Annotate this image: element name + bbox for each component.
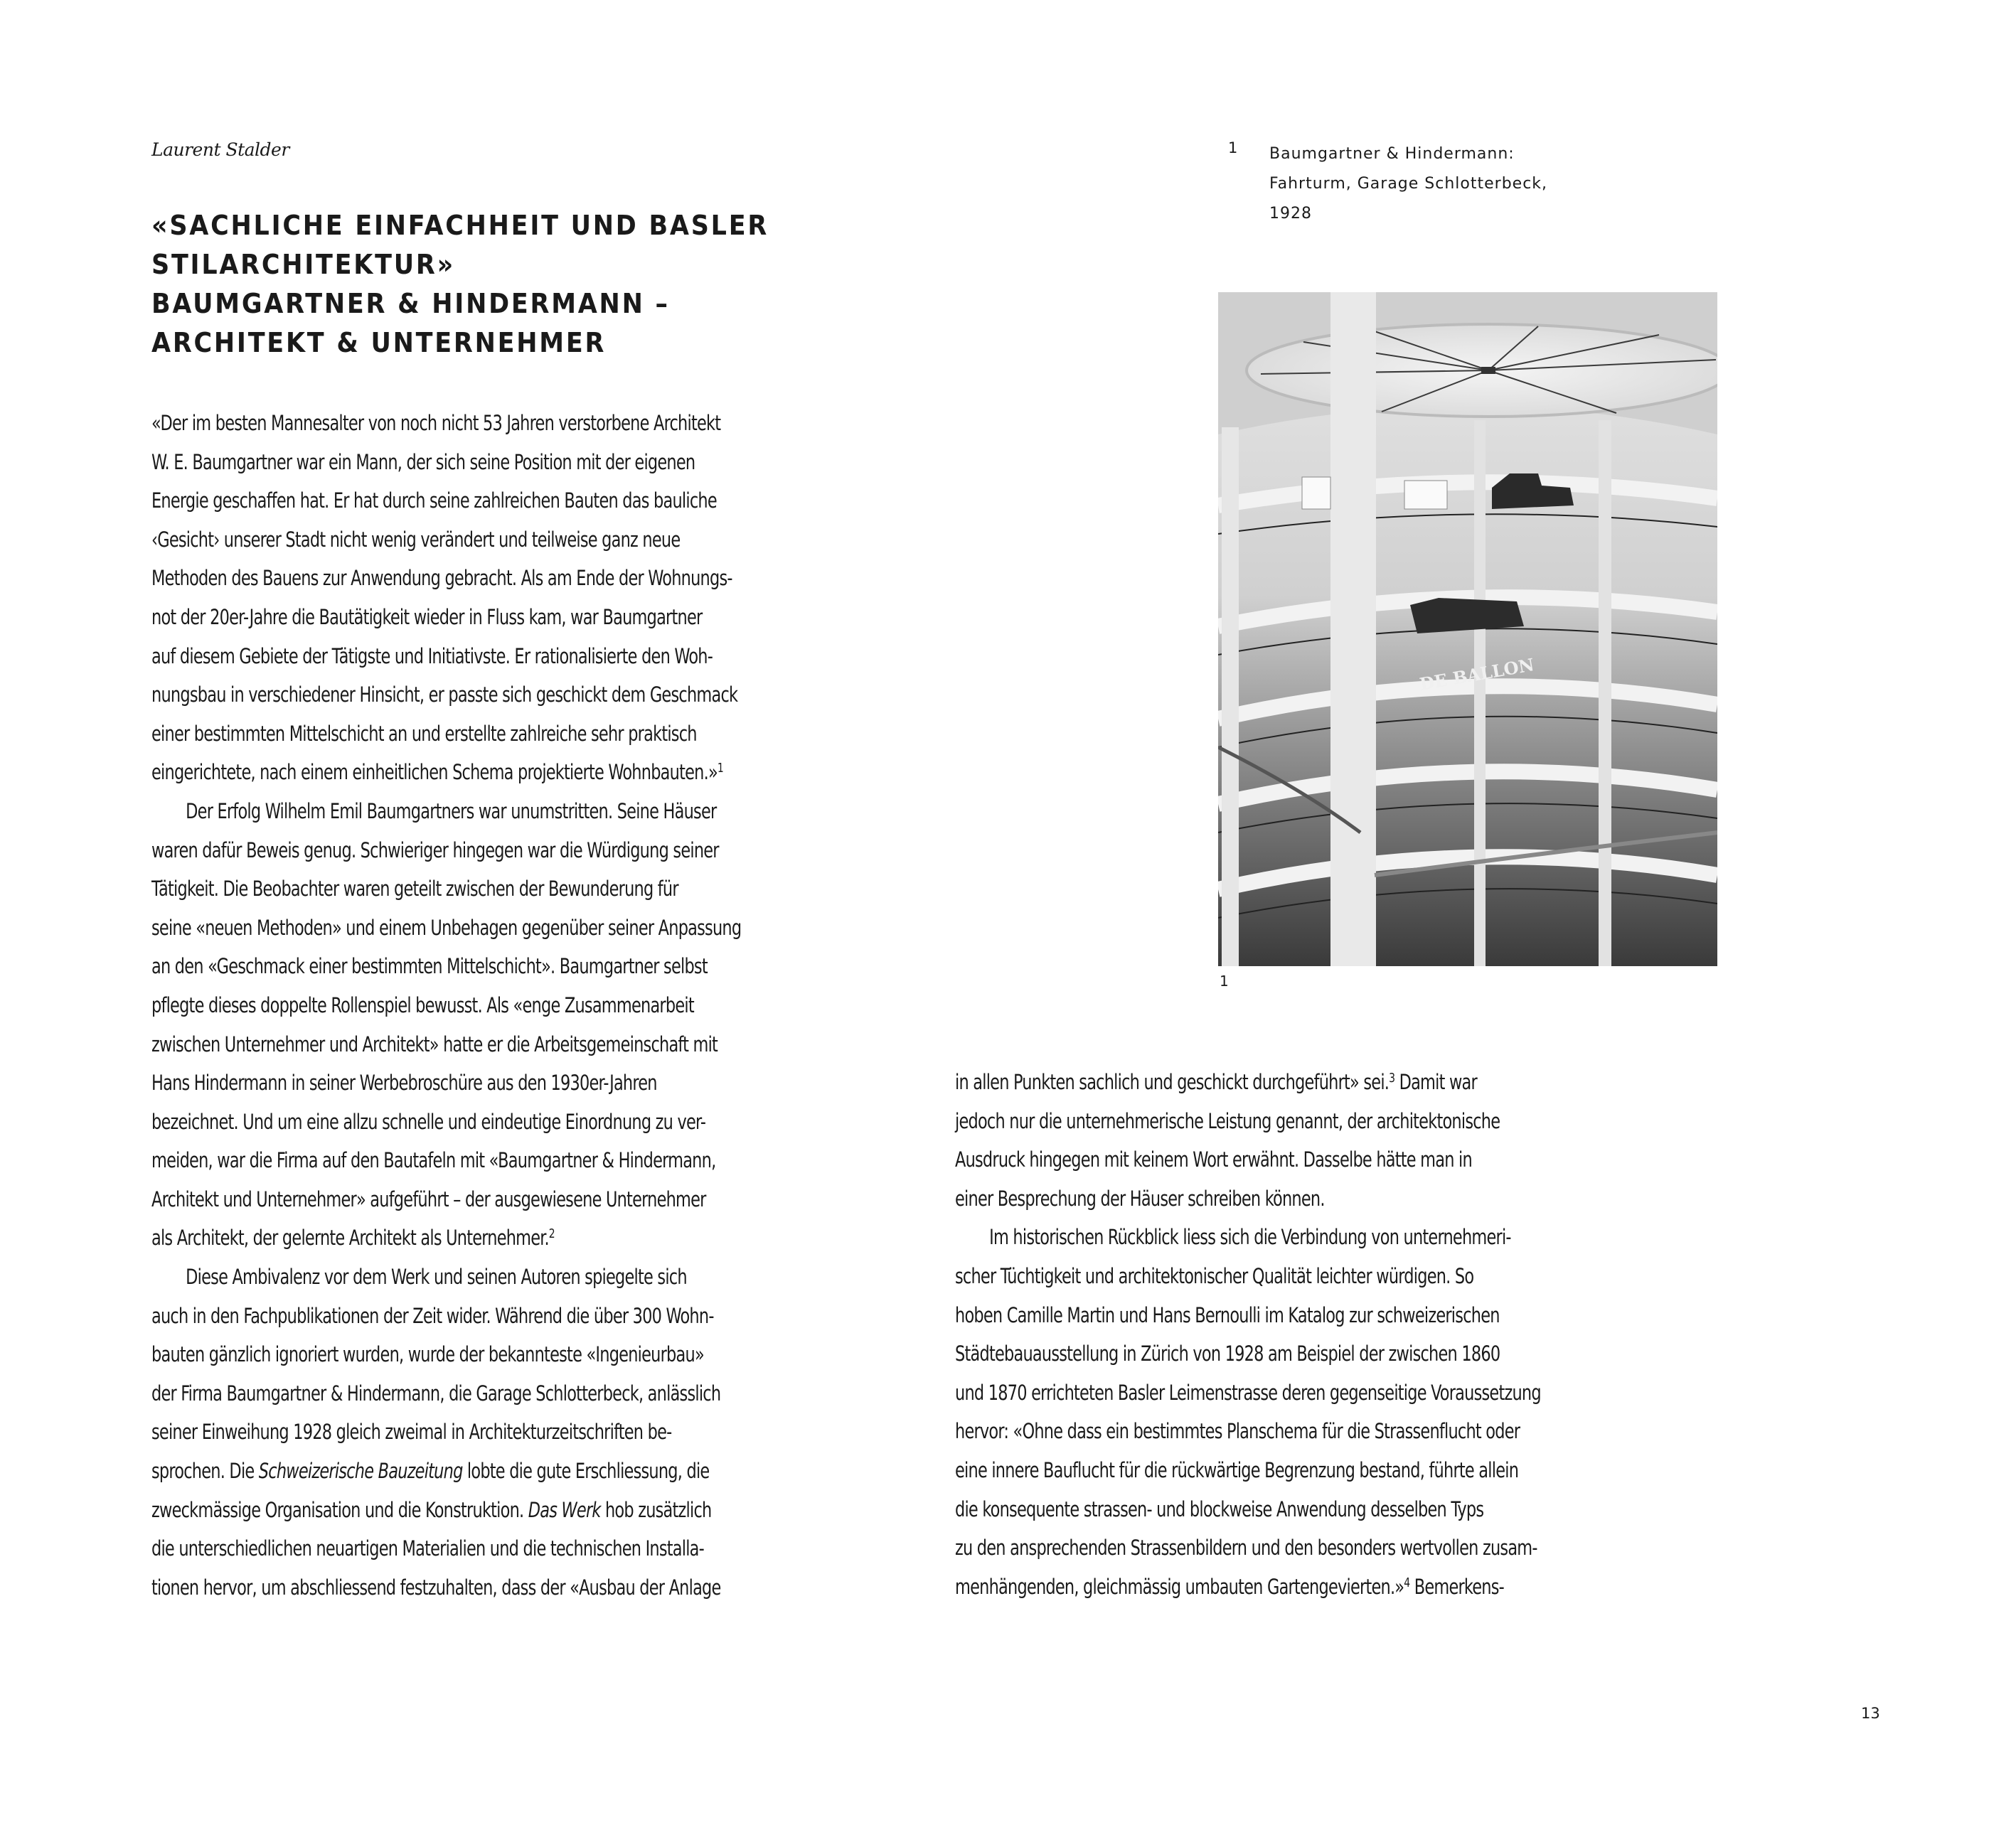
text-line: Tätigkeit. Die Beobachter waren geteilt zwischen der Bewunderung für <box>151 877 678 901</box>
text-line: einer Besprechung der Häuser schreiben können. <box>955 1186 1325 1211</box>
text-line: jedoch nur die unternehmerische Leistung genannt, der architektonische <box>955 1108 1500 1133</box>
footnote-reference[interactable]: 1 <box>717 761 723 776</box>
title-line: BAUMGARTNER & HINDERMANN – <box>151 288 670 319</box>
column <box>1330 292 1376 966</box>
text-line: Der Erfolg Wilhelm Emil Baumgartners war unumstritten. Seine Häuser <box>186 798 717 823</box>
text-line: Hans Hindermann in seiner Werbebroschüre aus den 1930er-Jahren <box>151 1071 657 1096</box>
text-line: Städtebauausstellung in Zürich von 1928 am Beispiel der zwischen 1860 <box>955 1342 1500 1366</box>
text-line: tionen hervor, um abschliessend festzuhalten, dass der «Ausbau der Anlage <box>151 1575 721 1600</box>
publication-title: Das Werk <box>528 1497 601 1522</box>
text-line: hervor: «Ohne dass ein bestimmtes Planschema für die Strassenflucht oder <box>955 1419 1520 1444</box>
figure-caption <box>1269 139 1547 229</box>
text-line: der Firma Baumgartner & Hindermann, die Garage Schlotterbeck, anlässlich <box>151 1381 721 1406</box>
text-line: als Architekt, der gelernte Architekt als Unternehmer.$^2$ <box>151 1226 555 1251</box>
text-line: pflegte dieses doppelte Rollenspiel bewusst. Als «enge Zusammenarbeit <box>151 992 694 1017</box>
text-line: auch in den Fachpublikationen der Zeit wider. Während die über 300 Wohn- <box>151 1303 714 1328</box>
text-line: zu den ansprechenden Strassenbildern und den besonders wertvollen zusam- <box>955 1536 1537 1560</box>
footnote-reference[interactable]: 3 <box>1389 1071 1395 1086</box>
caption-line: Fahrturm, Garage Schlotterbeck, <box>1269 175 1548 193</box>
article-title <box>151 206 769 363</box>
caption-line: 1928 <box>1269 205 1312 223</box>
text-line: meiden, war die Firma auf den Bautafeln mit «Baumgartner & Hindermann, <box>151 1148 716 1173</box>
text-line: Ausdruck hingegen mit keinem Wort erwähnt. Dasselbe hätte man in <box>955 1147 1472 1172</box>
text-line: an den «Geschmack einer bestimmten Mittelschicht». Baumgartner selbst <box>151 954 708 979</box>
text-line: hoben Camille Martin und Hans Bernoulli im Katalog zur schweizerischen <box>955 1302 1500 1327</box>
text-line: und 1870 errichteten Basler Leimenstrasse deren gegenseitige Voraussetzung <box>955 1380 1541 1405</box>
text-line: scher Tüchtigkeit und architektonischer Qualität leichter würdigen. So <box>955 1263 1474 1288</box>
text-line: W. E. Baumgartner war ein Mann, der sich seine Position mit der eigenen <box>151 449 695 474</box>
column <box>1222 427 1239 966</box>
body-column-right <box>955 1063 1646 1606</box>
title-line: STILARCHITEKTUR» <box>151 249 455 280</box>
text-line: zwischen Unternehmer und Architekt» hatte er die Arbeitsgemeinschaft mit <box>151 1032 718 1056</box>
text-line: waren dafür Beweis genug. Schwieriger hingegen war die Würdigung seiner <box>151 837 719 862</box>
page-number: 13 <box>1861 1705 1880 1722</box>
text-line: not der 20er-Jahre die Bautätigkeit wieder in Fluss kam, war Baumgartner <box>151 604 703 629</box>
text-line: bauten gänzlich ignoriert wurden, wurde der bekannteste «Ingenieurbau» <box>151 1342 704 1367</box>
text-line: Im historischen Rückblick liess sich die Verbindung von unternehmeri- <box>989 1225 1511 1250</box>
window <box>1404 481 1447 509</box>
text-line: sprochen. Die Schweizerische Bauzeitung lobte die gute Erschliessung, die <box>151 1459 710 1484</box>
text-line: seiner Einweihung 1928 gleich zweimal in Architekturzeitschriften be- <box>151 1420 672 1445</box>
text-line: Diese Ambivalenz vor dem Werk und seinen Autoren spiegelte sich <box>186 1265 687 1290</box>
column <box>1599 420 1611 966</box>
column <box>1474 420 1486 966</box>
text-line: in allen Punkten sachlich und geschickt durchgeführt» sei.$^3$ Damit war <box>955 1070 1477 1094</box>
text-line: eine innere Bauflucht für die rückwärtige Begrenzung bestand, führte allein <box>955 1457 1519 1482</box>
text-line: eingerichtete, nach einem einheitlichen Schema projektierte Wohnbauten.»$^1$ <box>151 760 723 785</box>
caption-line: Baumgartner & Hindermann: <box>1269 145 1515 163</box>
body-column-left <box>151 404 831 1607</box>
text-line: zweckmässige Organisation und die Konstruktion. Das Werk hob zusätzlich <box>151 1497 712 1522</box>
text-line: bezeichnet. Und um eine allzu schnelle und eindeutige Einordnung zu ver- <box>151 1109 706 1134</box>
title-line: «SACHLICHE EINFACHHEIT UND BASLER <box>151 210 769 241</box>
title-line: ARCHITEKT & UNTERNEHMER <box>151 327 607 358</box>
text-line: auf diesem Gebiete der Tätigste und Initiativste. Er rationalisierte den Woh- <box>151 643 713 668</box>
text-line: Architekt und Unternehmer» aufgeführt – der ausgewiesene Unternehmer <box>151 1187 706 1211</box>
footnote-reference[interactable]: 4 <box>1404 1575 1410 1590</box>
text-line: nungsbau in verschiedener Hinsicht, er passte sich geschickt dem Geschmack <box>151 682 738 707</box>
figure-number: 1 <box>1220 973 1229 990</box>
text-line: einer bestimmten Mittelschicht an und erstellte zahlreiche sehr praktisch <box>151 721 697 746</box>
garage-photo <box>1218 292 1717 966</box>
text-line: menhängenden, gleichmässig umbauten Gartengevierten.»$^4$ Bemerkens- <box>955 1574 1504 1599</box>
text-line: Energie geschaffen hat. Er hat durch seine zahlreichen Bauten das bauliche <box>151 488 717 513</box>
sign-text: DE BALLON <box>1418 654 1536 695</box>
author-name: Laurent Stalder <box>151 139 289 160</box>
footnote-reference[interactable]: 2 <box>548 1226 555 1242</box>
publication-title: Schweizerische Bauzeitung <box>258 1459 463 1484</box>
text-line: Methoden des Bauens zur Anwendung gebracht. Als am Ende der Wohnungs- <box>151 566 732 591</box>
text-line: die konsequente strassen- und blockweise Anwendung desselben Typs <box>955 1497 1484 1521</box>
text-line: ‹Gesicht› unserer Stadt nicht wenig verändert und teilweise ganz neue <box>151 527 681 552</box>
figure-caption-number: 1 <box>1228 139 1238 156</box>
text-line: seine «neuen Methoden» und einem Unbehagen gegenüber seiner Anpassung <box>151 915 742 940</box>
window <box>1302 477 1330 509</box>
text-line: «Der im besten Mannesalter von noch nicht 53 Jahren verstorbene Architekt <box>151 411 721 435</box>
text-line: die unterschiedlichen neuartigen Materialien und die technischen Installa- <box>151 1536 704 1561</box>
